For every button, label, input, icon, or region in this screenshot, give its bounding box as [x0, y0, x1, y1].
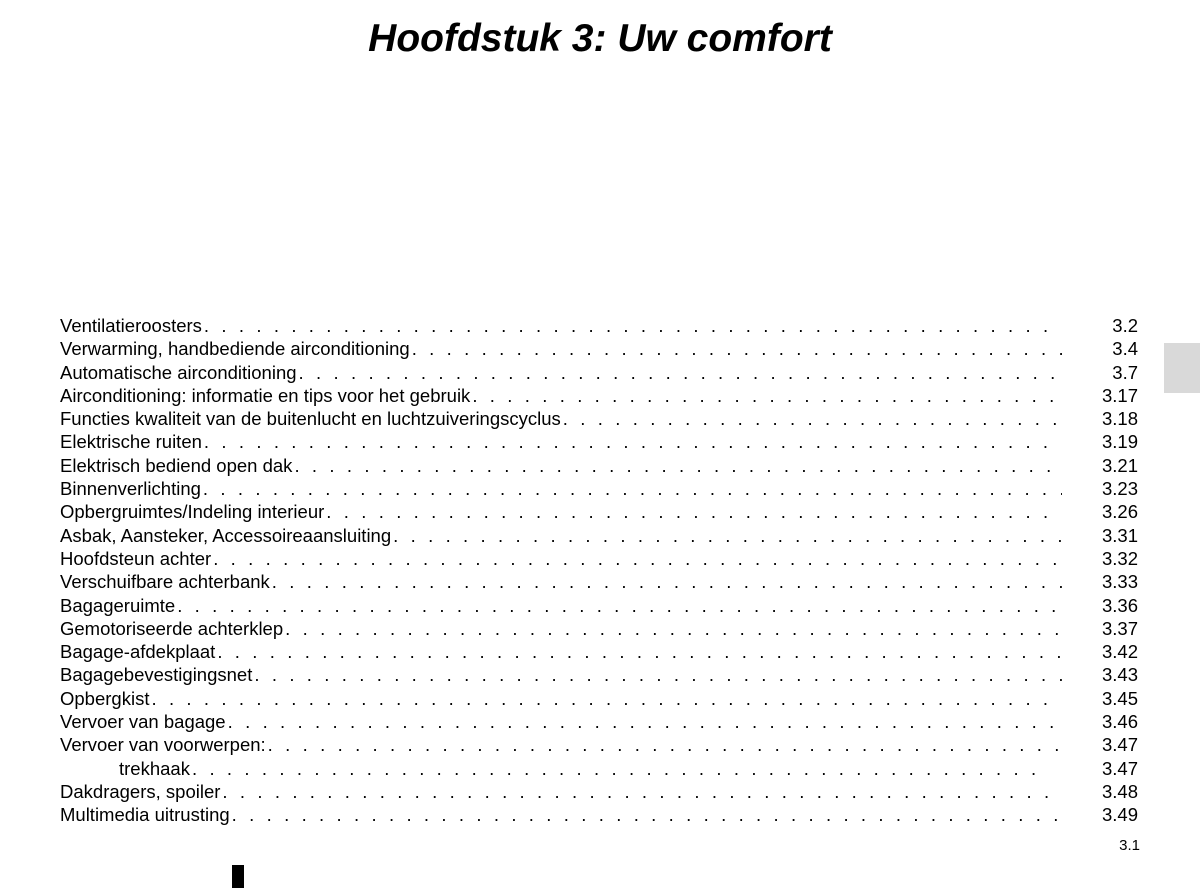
toc-entry[interactable] [60, 477, 1138, 500]
toc-dot-leader [268, 733, 1062, 756]
table-of-contents [60, 314, 1138, 827]
toc-dot-leader [204, 430, 1062, 453]
toc-entry-title: trekhaak [119, 757, 190, 779]
toc-entry[interactable] [60, 570, 1138, 593]
toc-entry[interactable] [60, 547, 1138, 570]
toc-entry-page: 3.31 [1101, 524, 1138, 546]
toc-dot-leader [412, 337, 1062, 360]
toc-dot-leader [272, 570, 1062, 593]
toc-entry-page: 3.17 [1101, 384, 1138, 406]
toc-dot-leader [203, 477, 1062, 500]
toc-entry-page: 3.48 [1101, 780, 1138, 802]
toc-dot-leader [217, 640, 1062, 663]
toc-entry-title: Asbak, Aansteker, Accessoireaansluiting [60, 524, 392, 546]
toc-entry[interactable] [60, 430, 1138, 453]
toc-entry[interactable] [60, 384, 1138, 407]
toc-entry-title: Bagage-afdekplaat [60, 641, 216, 663]
toc-entry[interactable] [60, 687, 1138, 710]
toc-dot-leader [254, 663, 1062, 686]
print-crop-mark [232, 865, 244, 888]
toc-entry[interactable] [60, 594, 1138, 617]
toc-entry-page: 3.47 [1101, 757, 1138, 779]
toc-entry-page: 3.21 [1101, 454, 1138, 476]
toc-subentry[interactable] [60, 757, 1138, 780]
toc-entry-title: Binnenverlichting [60, 478, 201, 500]
toc-entry-title: Opbergruimtes/Indeling interieur [60, 501, 325, 523]
toc-dot-leader [563, 407, 1062, 430]
toc-entry[interactable] [60, 640, 1138, 663]
toc-dot-leader [151, 687, 1062, 710]
toc-entry[interactable] [60, 314, 1138, 337]
toc-entry-page: 3.42 [1101, 641, 1138, 663]
toc-entry-title: Ventilatieroosters [60, 315, 202, 336]
toc-dot-leader [222, 780, 1062, 803]
toc-entry-page: 3.33 [1101, 571, 1138, 593]
toc-entry-title: Elektrische ruiten [60, 431, 202, 453]
toc-entry-page: 3.37 [1101, 617, 1138, 639]
toc-entry-title: Gemotoriseerde achterklep [60, 617, 284, 639]
toc-entry-page: 3.19 [1101, 431, 1138, 453]
toc-entry-title: Bagagebevestigingsnet [60, 664, 253, 686]
toc-entry-page: 3.43 [1101, 664, 1138, 686]
toc-dot-leader [177, 594, 1062, 617]
toc-entry-title: Airconditioning: informatie en tips voor het gebruik [60, 384, 471, 406]
toc-entry[interactable] [60, 524, 1138, 547]
toc-dot-leader [299, 361, 1062, 384]
toc-entry[interactable] [60, 337, 1138, 360]
toc-dot-leader [213, 547, 1062, 570]
toc-entry-page: 3.23 [1101, 478, 1138, 500]
toc-entry-page: 3.45 [1101, 687, 1138, 709]
toc-entry-title: Verwarming, handbediende airconditioning [60, 338, 410, 360]
toc-entry-title: Dakdragers, spoiler [60, 780, 221, 802]
toc-entry-title: Vervoer van bagage [60, 711, 226, 733]
toc-dot-leader [472, 384, 1062, 407]
toc-entry[interactable] [60, 361, 1138, 384]
toc-entry-title: Opbergkist [60, 687, 150, 709]
toc-entry[interactable] [60, 454, 1138, 477]
page-title: Hoofdstuk 3: Uw comfort [368, 17, 832, 60]
toc-entry-page: 3.2 [1112, 315, 1138, 336]
toc-entry-title: Hoofdsteun achter [60, 547, 212, 569]
toc-dot-leader [232, 803, 1062, 826]
toc-entry-page: 3.36 [1101, 594, 1138, 616]
toc-entry-title: Functies kwaliteit van de buitenlucht en luchtzuiveringscyclus [60, 408, 561, 430]
toc-entry-title: Verschuifbare achterbank [60, 571, 270, 593]
toc-entry-title: Multimedia uitrusting [60, 804, 230, 826]
toc-dot-leader [294, 454, 1062, 477]
toc-dot-leader [204, 314, 1062, 337]
toc-entry-title: Bagageruimte [60, 594, 176, 616]
toc-entry-page: 3.32 [1101, 547, 1138, 569]
toc-dot-leader [228, 710, 1062, 733]
page-number: 3.1 [1119, 837, 1140, 854]
toc-entry[interactable] [60, 710, 1138, 733]
toc-entry-page: 3.26 [1101, 501, 1138, 523]
toc-entry[interactable] [60, 500, 1138, 523]
toc-dot-leader [192, 757, 1040, 780]
toc-entry-page: 3.7 [1112, 361, 1138, 383]
toc-dot-leader [285, 617, 1062, 640]
toc-entry-page: 3.49 [1101, 804, 1138, 826]
toc-entry-title: Elektrisch bediend open dak [60, 454, 293, 476]
toc-dot-leader [326, 500, 1062, 523]
toc-entry-page: 3.46 [1101, 711, 1138, 733]
toc-entry[interactable] [60, 803, 1138, 826]
toc-entry-title: Vervoer van voorwerpen: [60, 734, 266, 756]
toc-entry[interactable] [60, 617, 1138, 640]
chapter-tab-marker [1164, 343, 1200, 393]
toc-entry-page: 3.47 [1101, 734, 1138, 756]
toc-entry-page: 3.18 [1101, 408, 1138, 430]
toc-entry[interactable] [60, 663, 1138, 686]
toc-entry[interactable] [60, 733, 1138, 756]
toc-entry-page: 3.4 [1112, 338, 1138, 360]
toc-dot-leader [393, 524, 1062, 547]
toc-entry-title: Automatische airconditioning [60, 361, 297, 383]
toc-entry[interactable] [60, 780, 1138, 803]
toc-entry[interactable] [60, 407, 1138, 430]
